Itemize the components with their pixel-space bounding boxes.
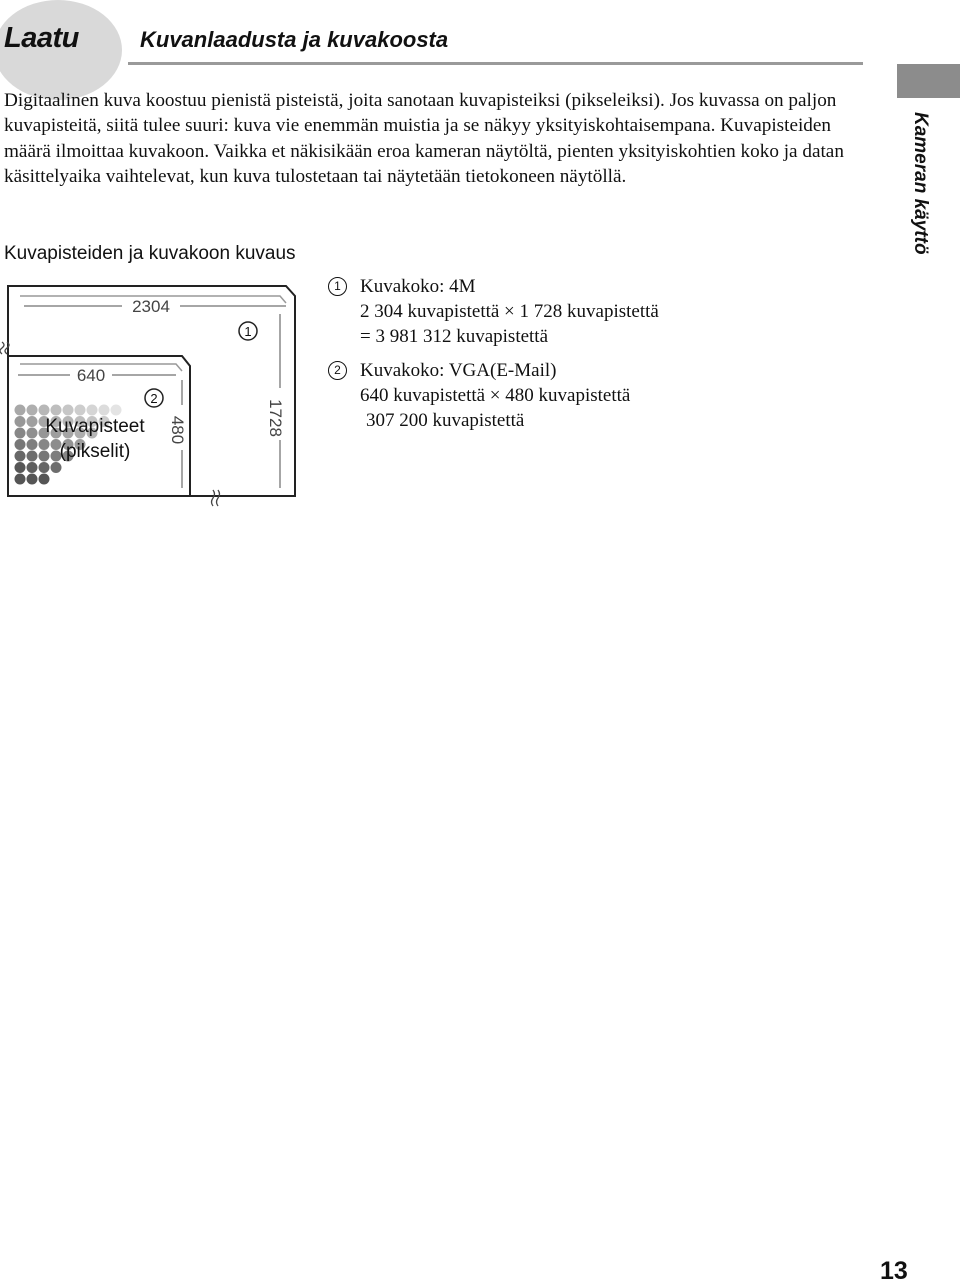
legend-item-title: Kuvakoko: 4M	[360, 276, 476, 297]
diagram-title: Kuvapisteiden ja kuvakoon kuvaus	[4, 243, 296, 264]
marker-1-label: 1	[244, 324, 252, 339]
header-divider	[128, 62, 863, 65]
body-paragraph: Digitaalinen kuva koostuu pienistä pisteistä, joita sanotaan kuvapisteiksi (pikseleiksi). Jos kuvassa on paljon kuvapisteitä, siitä tulee suuri: kuva vie enemmän muistia ja se näkyy yksityiskohtaisempana. Kuvapisteiden määrä ilmoittaa kuvakoon. Vaikka et näkisikään eroa kameran näytöltä, pienten yksityiskohtien koko ja datan käsittelyaika vaihtelevat, kun kuva tulostetaan tai näytetään tietokoneen näytöllä.	[4, 90, 844, 188]
height-480-label: 480	[168, 415, 187, 445]
pixel-dot	[15, 451, 26, 462]
pixel-dot	[27, 428, 38, 439]
pixel-dot	[15, 428, 26, 439]
pixel-dot	[15, 439, 26, 450]
pixel-dot	[39, 439, 50, 450]
legend-item-dimensions: 640 kuvapistettä × 480 kuvapistettä	[360, 385, 631, 406]
pixel-dot	[39, 451, 50, 462]
page-title: Kuvanlaadusta ja kuvakoosta	[140, 27, 449, 52]
chapter-tab-marker	[897, 64, 960, 98]
legend-item-vga	[328, 358, 748, 433]
page-number: 13	[880, 1257, 908, 1285]
pixel-dot	[15, 416, 26, 427]
pixel-dot	[87, 405, 98, 416]
pixel-dot	[27, 416, 38, 427]
legend-item-title: Kuvakoko: VGA(E-Mail)	[360, 360, 557, 381]
section-label: Laatu	[4, 22, 79, 54]
pixel-dot	[27, 451, 38, 462]
pixel-size-diagram-svg	[0, 270, 320, 515]
chapter-tab-label	[911, 112, 933, 262]
legend-item-dimensions: 2 304 kuvapistettä × 1 728 kuvapistettä	[360, 301, 659, 322]
pixel-dot	[39, 405, 50, 416]
legend-item-total: 307 200 kuvapistettä	[366, 410, 525, 431]
pixel-dot	[27, 405, 38, 416]
chapter-tab-text: Kameran käyttö	[910, 112, 931, 255]
height-1728-label: 1728	[266, 399, 285, 437]
body-paragraph-block	[4, 88, 862, 190]
legend-number-1: 1	[328, 277, 347, 296]
pixel-dot	[75, 405, 86, 416]
width-2304-label: 2304	[132, 297, 170, 316]
width-640-label: 640	[76, 366, 106, 385]
pixel-dot	[63, 405, 74, 416]
pixel-dot	[15, 474, 26, 485]
marker-2-label: 2	[150, 391, 158, 406]
pixel-dot	[99, 405, 110, 416]
pixel-dot	[27, 439, 38, 450]
pixel-dot	[51, 405, 62, 416]
pixel-dot	[27, 474, 38, 485]
pixel-dot	[27, 462, 38, 473]
pixel-dot	[39, 474, 50, 485]
size-legend	[328, 274, 748, 433]
pixel-dot	[15, 405, 26, 416]
pixel-dot	[51, 462, 62, 473]
pixels-label-line2: (pikselit)	[59, 441, 131, 462]
legend-item-4m	[328, 274, 748, 349]
legend-number-2: 2	[328, 361, 347, 380]
pixel-dot	[111, 405, 122, 416]
legend-item-total: = 3 981 312 kuvapistettä	[360, 326, 549, 347]
pixels-label-line1: Kuvapisteet	[45, 416, 145, 437]
pixel-dot	[15, 462, 26, 473]
pixel-size-diagram	[0, 270, 320, 515]
pixel-dot	[39, 462, 50, 473]
